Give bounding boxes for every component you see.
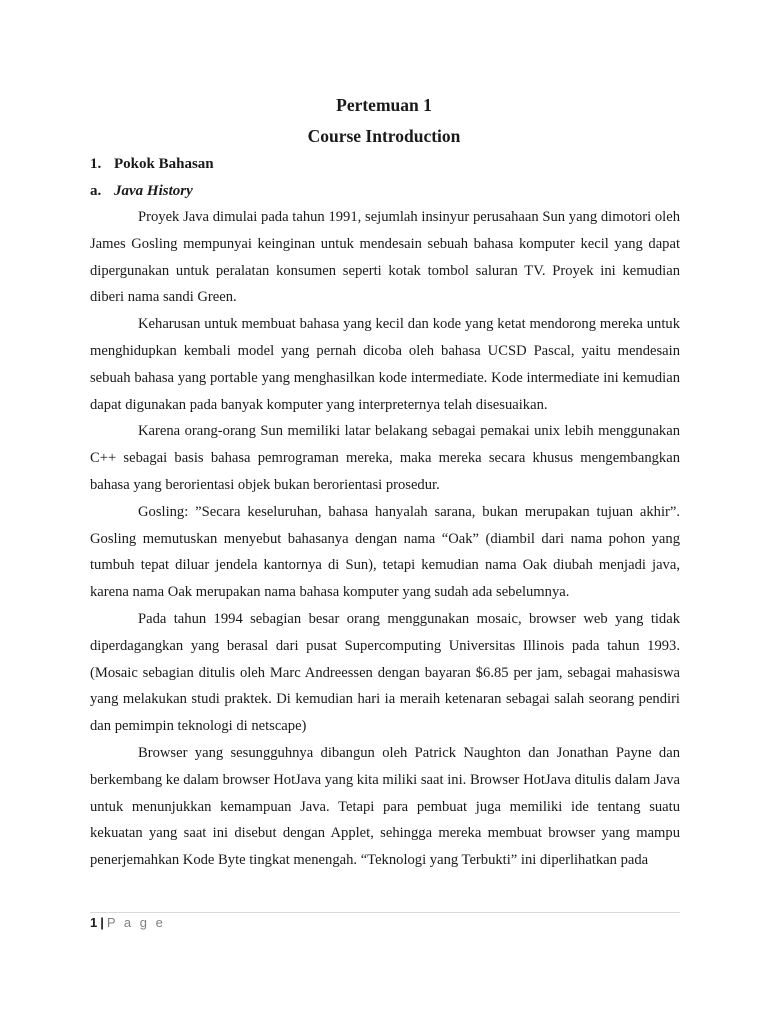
document-title: Pertemuan 1 — [336, 95, 432, 115]
paragraph-1: Proyek Java dimulai pada tahun 1991, sejumlah insinyur perusahaan Sun yang dimotori oleh James Gosling mempunyai keinginan untuk mendesain sebuah bahasa komputer kecil yang dapat dipergunakan untuk peralatan konsumen seperti kotak tombol saluran TV. Proyek ini kemudian diberi nama sandi Green. — [90, 209, 680, 306]
body-text — [90, 204, 680, 874]
paragraph-3: Karena orang-orang Sun memiliki latar belakang sebagai pemakai unix lebih menggunakan C++ sebagai basis bahasa pemrograman mereka, maka mereka secara khusus mengembangkan bahasa yang berorientasi objek bukan berorientasi prosedur. — [90, 423, 680, 493]
page-number: 1 — [90, 915, 98, 930]
paragraph-6: Browser yang sesungguhnya dibangun oleh Patrick Naughton dan Jonathan Payne dan berkembang ke dalam browser HotJava yang kita miliki saat ini. Browser HotJava ditulis dalam Java untuk menunjukkan kemampuan Java. Tetapi para pembuat juga memiliki ide tentang suatu kekuatan yang saat ini disebut dengan Applet, sehingga mereka membuat browser yang mampu penerjemahkan Kode Byte tingkat menengah. “Teknologi yang Terbukti” ini diperlihatkan pada — [90, 744, 680, 869]
paragraph-5: Pada tahun 1994 sebagian besar orang menggunakan mosaic, browser web yang tidak diperdagangkan yang berasal dari pusat Supercomputing Universitas Illinois pada tahun 1993. (Mosaic sebagian ditulis oleh Marc Andreessen dengan bayaran $6.85 per jam, sebagai mahasiswa yang melakukan studi praktek. Di kemudian hari ia meraih ketenaran sebagai salah seorang pendiri dan pemimpin teknologi di netscape) — [90, 610, 680, 735]
section-heading — [90, 154, 214, 174]
section-title: Pokok Bahasan — [114, 156, 214, 172]
footer-divider — [90, 912, 680, 913]
paragraph-4: Gosling: ”Secara keseluruhan, bahasa hanyalah sarana, bukan merupakan tujuan akhir”. Gosling memutuskan menyebut bahasanya dengan nama “Oak” (diambil dari nama pohon yang tumbuh tepat diluar jendela kantornya di Sun), tetapi kemudian nama Oak diubah menjadi java, karena nama Oak merupakan nama bahasa komputer yang sudah ada sebelumnya. — [90, 503, 680, 601]
page-footer — [90, 914, 165, 932]
subsection-letter: a. — [90, 183, 102, 199]
section-number: 1. — [90, 156, 102, 172]
page-label: P a g e — [106, 915, 166, 930]
subsection-title: Java History — [114, 183, 193, 199]
document-subtitle: Course Introduction — [307, 126, 461, 146]
subsection-heading — [90, 181, 193, 201]
footer-separator: | — [100, 915, 104, 930]
paragraph-2: Keharusan untuk membuat bahasa yang kecil dan kode yang ketat mendorong mereka untuk menghidupkan kembali model yang pernah dicoba oleh bahasa UCSD Pascal, yaitu mendesain sebuah bahasa yang portable yang menghasilkan kode intermediate. Kode intermediate ini kemudian dapat digunakan pada banyak komputer yang interpreternya telah disesuaikan. — [90, 316, 680, 413]
